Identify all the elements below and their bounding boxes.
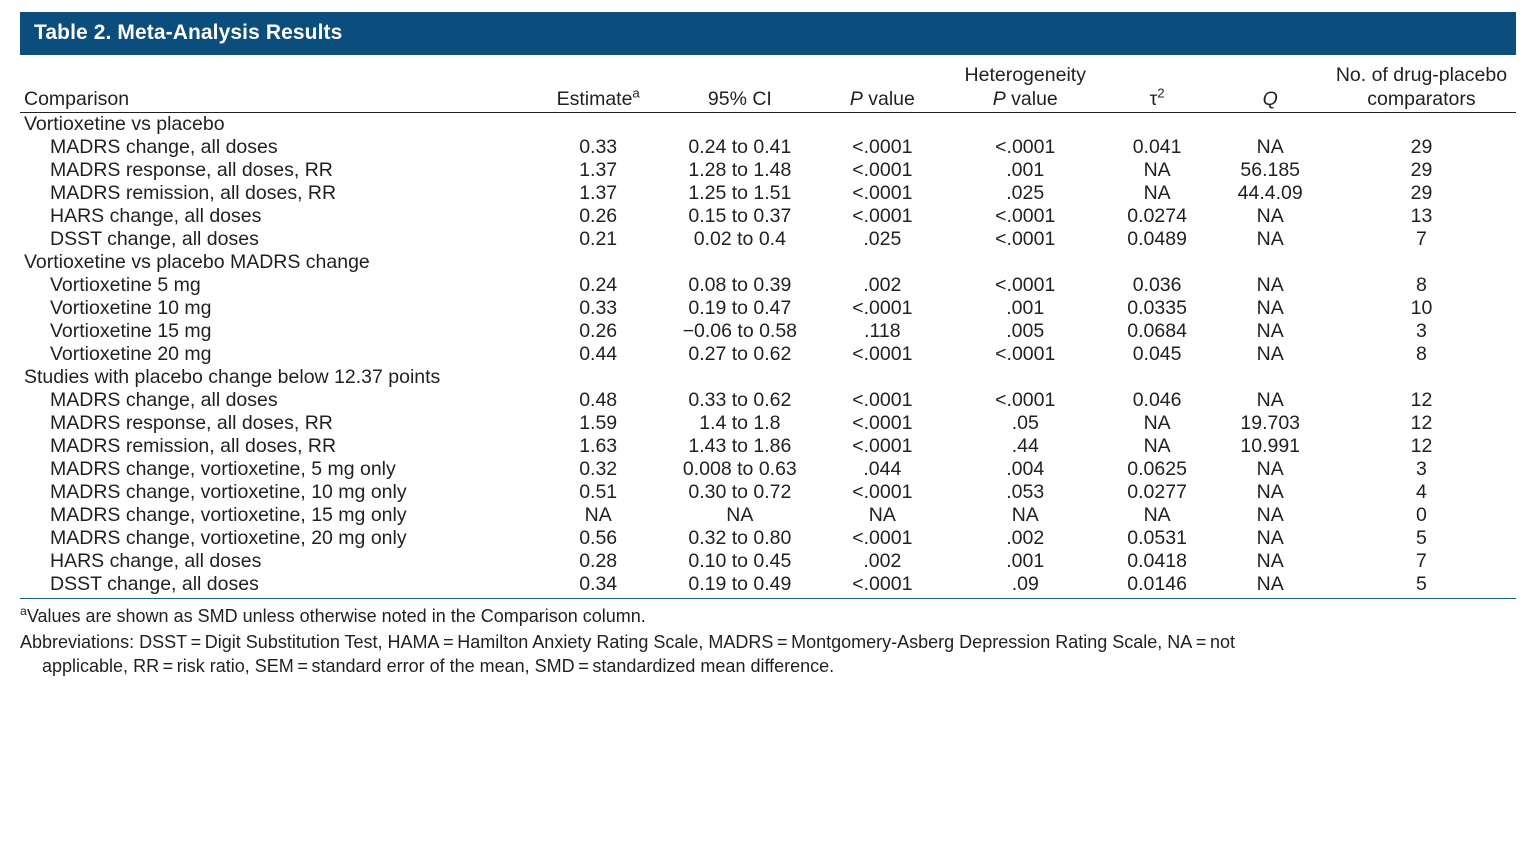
cell-comparison: MADRS response, all doses, RR bbox=[50, 411, 333, 434]
table-row bbox=[20, 228, 1516, 251]
table-row bbox=[20, 481, 1516, 504]
header-estimate-footnote-marker: a bbox=[632, 85, 640, 101]
cell-ci: 1.43 to 1.86 bbox=[688, 434, 792, 457]
cell-ci bbox=[665, 366, 815, 389]
cell-tau-squared: 0.0146 bbox=[1127, 572, 1187, 595]
table-row bbox=[20, 550, 1516, 573]
cell-estimate: 0.21 bbox=[579, 227, 618, 250]
results-table bbox=[20, 55, 1516, 596]
header-heterogeneity-p-value bbox=[950, 87, 1101, 111]
cell-ci bbox=[665, 251, 815, 274]
cell-q: NA bbox=[1256, 388, 1284, 411]
footnote-a bbox=[20, 604, 1516, 628]
cell-comparators: 29 bbox=[1410, 158, 1433, 181]
cell-heterogeneity-p-value: <.0001 bbox=[995, 342, 1056, 365]
cell-ci: 0.30 to 0.72 bbox=[688, 480, 792, 503]
cell-tau-squared: 0.041 bbox=[1132, 135, 1182, 158]
header-spacer-estimate bbox=[532, 55, 665, 87]
cell-heterogeneity-p-value: NA bbox=[1011, 503, 1039, 526]
cell-tau-squared: 0.0418 bbox=[1127, 549, 1187, 572]
cell-estimate: 0.48 bbox=[579, 388, 618, 411]
cell-ci: 0.19 to 0.49 bbox=[688, 572, 792, 595]
cell-comparators: 5 bbox=[1416, 526, 1427, 549]
table-row bbox=[20, 274, 1516, 297]
header-p-rest: value bbox=[862, 88, 915, 111]
cell-q: 44.4.09 bbox=[1237, 181, 1303, 204]
cell-tau-squared: 0.036 bbox=[1132, 273, 1182, 296]
cell-ci: 0.008 to 0.63 bbox=[682, 457, 797, 480]
cell-q bbox=[1214, 366, 1327, 389]
cell-p-value: <.0001 bbox=[852, 342, 913, 365]
header-row-bottom bbox=[20, 87, 1516, 111]
meta-analysis-table bbox=[20, 12, 1516, 679]
table-row bbox=[20, 504, 1516, 527]
table-row bbox=[20, 159, 1516, 182]
header-spacer-p bbox=[815, 55, 950, 87]
table-row bbox=[20, 320, 1516, 343]
cell-comparators: 10 bbox=[1410, 296, 1433, 319]
cell-estimate: 1.37 bbox=[579, 181, 618, 204]
cell-comparators bbox=[1327, 366, 1516, 389]
table-footnotes bbox=[20, 599, 1516, 679]
table-row bbox=[20, 136, 1516, 159]
cell-heterogeneity-p-value: .025 bbox=[1006, 181, 1045, 204]
header-p-italic: P bbox=[849, 88, 863, 111]
cell-comparison: MADRS remission, all doses, RR bbox=[50, 181, 337, 204]
cell-q: NA bbox=[1256, 342, 1284, 365]
cell-p-value: <.0001 bbox=[852, 296, 913, 319]
cell-estimate: 0.51 bbox=[579, 480, 618, 503]
cell-tau-squared: 0.045 bbox=[1132, 342, 1182, 365]
cell-tau-squared: 0.046 bbox=[1132, 388, 1182, 411]
table-row bbox=[20, 343, 1516, 366]
cell-q: NA bbox=[1256, 273, 1284, 296]
cell-comparison: MADRS change, all doses bbox=[50, 388, 278, 411]
cell-comparators: 29 bbox=[1410, 181, 1433, 204]
cell-p-value: .025 bbox=[863, 227, 902, 250]
cell-comparators: 5 bbox=[1416, 572, 1427, 595]
table-body bbox=[20, 112, 1516, 596]
table-row bbox=[20, 205, 1516, 228]
table-row bbox=[20, 435, 1516, 458]
cell-p-value: <.0001 bbox=[852, 181, 913, 204]
cell-ci: 0.24 to 0.41 bbox=[688, 135, 792, 158]
cell-q bbox=[1214, 251, 1327, 274]
cell-estimate: 0.34 bbox=[579, 572, 618, 595]
header-het-p-italic: P bbox=[992, 88, 1006, 111]
cell-tau-squared bbox=[1101, 251, 1214, 274]
footnote-abbrev-line1: Abbreviations: DSST = Digit Substitution Test, HAMA = Hamilton Anxiety Rating Scale, MADRS = Montgomery-Asberg Depression Rating Scale, NA = not bbox=[20, 632, 1236, 653]
cell-p-value: <.0001 bbox=[852, 135, 913, 158]
cell-heterogeneity-p-value: .44 bbox=[1011, 434, 1039, 457]
cell-estimate bbox=[532, 366, 665, 389]
cell-p-value: .002 bbox=[863, 549, 902, 572]
footnote-abbrev-line2: applicable, RR = risk ratio, SEM = standard error of the mean, SMD = standardized mean difference. bbox=[42, 656, 835, 677]
cell-p-value: <.0001 bbox=[852, 204, 913, 227]
cell-comparators: 7 bbox=[1416, 227, 1427, 250]
header-estimate-label: Estimate bbox=[556, 88, 633, 111]
cell-estimate: 1.59 bbox=[579, 411, 618, 434]
cell-q: NA bbox=[1256, 572, 1284, 595]
header-ci: 95% CI bbox=[707, 88, 772, 111]
header-comparators-line1: No. of drug-placebo bbox=[1335, 64, 1508, 86]
footnote-a-text: Values are shown as SMD unless otherwise noted in the Comparison column. bbox=[26, 605, 646, 626]
table-row bbox=[20, 389, 1516, 412]
cell-heterogeneity-p-value: .09 bbox=[1011, 572, 1039, 595]
cell-comparison: MADRS change, vortioxetine, 15 mg only bbox=[50, 503, 407, 526]
cell-q: NA bbox=[1256, 227, 1284, 250]
cell-estimate: 0.26 bbox=[579, 319, 618, 342]
cell-p-value: .118 bbox=[864, 319, 901, 342]
cell-estimate: 0.33 bbox=[579, 135, 618, 158]
cell-heterogeneity-p-value: <.0001 bbox=[995, 227, 1056, 250]
footnote-abbreviations bbox=[20, 630, 1516, 679]
cell-estimate: 1.37 bbox=[579, 158, 618, 181]
cell-comparison: HARS change, all doses bbox=[50, 549, 262, 572]
cell-heterogeneity-p-value: .002 bbox=[1006, 526, 1045, 549]
cell-p-value: <.0001 bbox=[852, 411, 913, 434]
cell-heterogeneity-p-value: .001 bbox=[1006, 549, 1045, 572]
table-row bbox=[20, 573, 1516, 596]
cell-heterogeneity-p-value: .053 bbox=[1006, 480, 1045, 503]
cell-ci: 1.25 to 1.51 bbox=[688, 181, 792, 204]
cell-q: 10.991 bbox=[1240, 434, 1301, 457]
header-het-p-rest: value bbox=[1005, 88, 1058, 111]
table-group-row bbox=[20, 251, 1516, 274]
cell-ci: 0.19 to 0.47 bbox=[688, 296, 792, 319]
cell-comparison: HARS change, all doses bbox=[50, 204, 262, 227]
cell-comparators: 8 bbox=[1416, 273, 1427, 296]
cell-heterogeneity-p-value: .005 bbox=[1006, 319, 1045, 342]
header-q bbox=[1214, 87, 1327, 111]
cell-p-value: NA bbox=[868, 503, 896, 526]
table-group-row bbox=[20, 112, 1516, 136]
cell-estimate: 0.28 bbox=[579, 549, 618, 572]
cell-q: NA bbox=[1256, 319, 1284, 342]
cell-comparison: DSST change, all doses bbox=[50, 227, 259, 250]
cell-ci: 0.08 to 0.39 bbox=[688, 273, 792, 296]
cell-heterogeneity-p-value: <.0001 bbox=[995, 273, 1056, 296]
cell-tau-squared: 0.0531 bbox=[1127, 526, 1187, 549]
table-row bbox=[20, 412, 1516, 435]
cell-p-value: <.0001 bbox=[852, 526, 913, 549]
cell-q: NA bbox=[1256, 480, 1284, 503]
header-row-top bbox=[20, 55, 1516, 87]
cell-p-value: <.0001 bbox=[852, 480, 913, 503]
cell-ci: 0.32 to 0.80 bbox=[688, 526, 792, 549]
cell-heterogeneity-p-value: .05 bbox=[1011, 411, 1039, 434]
cell-tau-squared: 0.0684 bbox=[1127, 319, 1187, 342]
header-tau-symbol: τ bbox=[1149, 88, 1158, 111]
header-spacer-q bbox=[1214, 55, 1327, 87]
header-comparators-line2: comparators bbox=[1367, 88, 1476, 111]
cell-tau-squared: 0.0335 bbox=[1127, 296, 1187, 319]
cell-ci: NA bbox=[726, 503, 754, 526]
cell-tau-squared: 0.0277 bbox=[1127, 480, 1187, 503]
cell-tau-squared: NA bbox=[1143, 503, 1171, 526]
cell-tau-squared: 0.0274 bbox=[1127, 204, 1187, 227]
cell-estimate bbox=[532, 251, 665, 274]
cell-heterogeneity-p-value: <.0001 bbox=[995, 204, 1056, 227]
cell-q: NA bbox=[1256, 526, 1284, 549]
cell-comparators: 0 bbox=[1416, 503, 1427, 526]
cell-p-value: <.0001 bbox=[852, 158, 913, 181]
cell-estimate: 1.63 bbox=[579, 434, 618, 457]
cell-q: NA bbox=[1256, 296, 1284, 319]
cell-heterogeneity-p-value: <.0001 bbox=[995, 135, 1056, 158]
header-estimate bbox=[532, 87, 665, 111]
cell-comparators bbox=[1327, 251, 1516, 274]
cell-estimate: 0.32 bbox=[579, 457, 618, 480]
cell-p-value bbox=[815, 251, 950, 274]
cell-heterogeneity-p-value: .001 bbox=[1006, 296, 1045, 319]
header-spacer-ci bbox=[665, 55, 815, 87]
cell-ci bbox=[665, 112, 815, 136]
cell-comparison: MADRS change, vortioxetine, 5 mg only bbox=[50, 457, 396, 480]
header-spacer-comparison bbox=[20, 55, 532, 87]
cell-comparison: Vortioxetine 10 mg bbox=[50, 296, 212, 319]
header-heterogeneity-group: Heterogeneity bbox=[964, 64, 1086, 86]
cell-comparison: Vortioxetine 5 mg bbox=[50, 273, 201, 296]
cell-p-value: .044 bbox=[863, 457, 902, 480]
cell-tau-squared: NA bbox=[1143, 181, 1171, 204]
header-tau-exponent: 2 bbox=[1157, 85, 1165, 101]
cell-comparison: MADRS change, vortioxetine, 20 mg only bbox=[50, 526, 407, 549]
cell-p-value: .002 bbox=[863, 273, 902, 296]
cell-heterogeneity-p-value bbox=[950, 112, 1101, 136]
cell-ci: 0.27 to 0.62 bbox=[688, 342, 792, 365]
cell-heterogeneity-p-value bbox=[950, 366, 1101, 389]
cell-heterogeneity-p-value: .001 bbox=[1006, 158, 1045, 181]
cell-tau-squared bbox=[1101, 112, 1214, 136]
cell-comparison: MADRS remission, all doses, RR bbox=[50, 434, 337, 457]
cell-estimate: 0.24 bbox=[579, 273, 618, 296]
cell-p-value bbox=[815, 112, 950, 136]
cell-p-value: <.0001 bbox=[852, 572, 913, 595]
table-row bbox=[20, 458, 1516, 481]
cell-estimate: 0.33 bbox=[579, 296, 618, 319]
cell-q bbox=[1214, 112, 1327, 136]
cell-q: NA bbox=[1256, 457, 1284, 480]
table-row bbox=[20, 527, 1516, 550]
cell-ci: 0.15 to 0.37 bbox=[688, 204, 792, 227]
cell-ci: 1.4 to 1.8 bbox=[699, 411, 781, 434]
cell-comparison: Vortioxetine vs placebo bbox=[24, 112, 225, 135]
cell-comparison: Vortioxetine vs placebo MADRS change bbox=[24, 250, 370, 273]
cell-estimate: 0.26 bbox=[579, 204, 618, 227]
cell-comparators: 13 bbox=[1410, 204, 1433, 227]
cell-tau-squared: NA bbox=[1143, 434, 1171, 457]
table-group-row bbox=[20, 366, 1516, 389]
header-tau-squared bbox=[1101, 87, 1214, 111]
cell-q: 56.185 bbox=[1240, 158, 1301, 181]
cell-comparators bbox=[1327, 112, 1516, 136]
cell-q: NA bbox=[1256, 503, 1284, 526]
cell-estimate: 0.44 bbox=[579, 342, 618, 365]
cell-comparison: Vortioxetine 20 mg bbox=[50, 342, 212, 365]
cell-heterogeneity-p-value: <.0001 bbox=[995, 388, 1056, 411]
cell-comparators: 12 bbox=[1410, 411, 1433, 434]
cell-heterogeneity-p-value: .004 bbox=[1006, 457, 1045, 480]
cell-comparators: 8 bbox=[1416, 342, 1427, 365]
cell-ci: 0.33 to 0.62 bbox=[688, 388, 792, 411]
cell-q: 19.703 bbox=[1240, 411, 1301, 434]
table-row bbox=[20, 297, 1516, 320]
cell-comparators: 3 bbox=[1416, 457, 1427, 480]
cell-ci: 1.28 to 1.48 bbox=[688, 158, 792, 181]
cell-tau-squared: NA bbox=[1143, 411, 1171, 434]
cell-comparators: 3 bbox=[1416, 319, 1427, 342]
header-q-label: Q bbox=[1262, 88, 1278, 111]
cell-ci: 0.10 to 0.45 bbox=[688, 549, 792, 572]
cell-ci: 0.02 to 0.4 bbox=[693, 227, 786, 250]
cell-estimate: 0.56 bbox=[579, 526, 618, 549]
cell-q: NA bbox=[1256, 135, 1284, 158]
cell-ci: −0.06 to 0.58 bbox=[682, 319, 798, 342]
cell-tau-squared: 0.0489 bbox=[1127, 227, 1187, 250]
header-p-value bbox=[815, 87, 950, 111]
table-head bbox=[20, 55, 1516, 112]
cell-comparators: 7 bbox=[1416, 549, 1427, 572]
cell-comparison: MADRS response, all doses, RR bbox=[50, 158, 333, 181]
cell-tau-squared bbox=[1101, 366, 1214, 389]
cell-tau-squared: 0.0625 bbox=[1127, 457, 1187, 480]
header-comparison: Comparison bbox=[24, 88, 130, 111]
cell-comparison: MADRS change, all doses bbox=[50, 135, 278, 158]
cell-estimate: NA bbox=[584, 503, 612, 526]
cell-q: NA bbox=[1256, 204, 1284, 227]
cell-comparison: MADRS change, vortioxetine, 10 mg only bbox=[50, 480, 407, 503]
cell-p-value: <.0001 bbox=[852, 434, 913, 457]
table-row bbox=[20, 182, 1516, 205]
cell-tau-squared: NA bbox=[1143, 158, 1171, 181]
cell-comparators: 29 bbox=[1410, 135, 1433, 158]
cell-estimate bbox=[532, 112, 665, 136]
cell-comparison: Studies with placebo change below 12.37 points bbox=[24, 365, 441, 388]
table-title: Table 2. Meta-Analysis Results bbox=[20, 12, 1516, 55]
cell-comparators: 12 bbox=[1410, 434, 1433, 457]
cell-comparison: DSST change, all doses bbox=[50, 572, 259, 595]
cell-p-value: <.0001 bbox=[852, 388, 913, 411]
cell-p-value bbox=[815, 366, 950, 389]
header-spacer-tau bbox=[1101, 55, 1214, 87]
cell-comparators: 12 bbox=[1410, 388, 1433, 411]
cell-heterogeneity-p-value bbox=[950, 251, 1101, 274]
cell-q: NA bbox=[1256, 549, 1284, 572]
cell-comparators: 4 bbox=[1416, 480, 1427, 503]
cell-comparison: Vortioxetine 15 mg bbox=[50, 319, 212, 342]
footnote-a-marker: a bbox=[20, 603, 27, 618]
